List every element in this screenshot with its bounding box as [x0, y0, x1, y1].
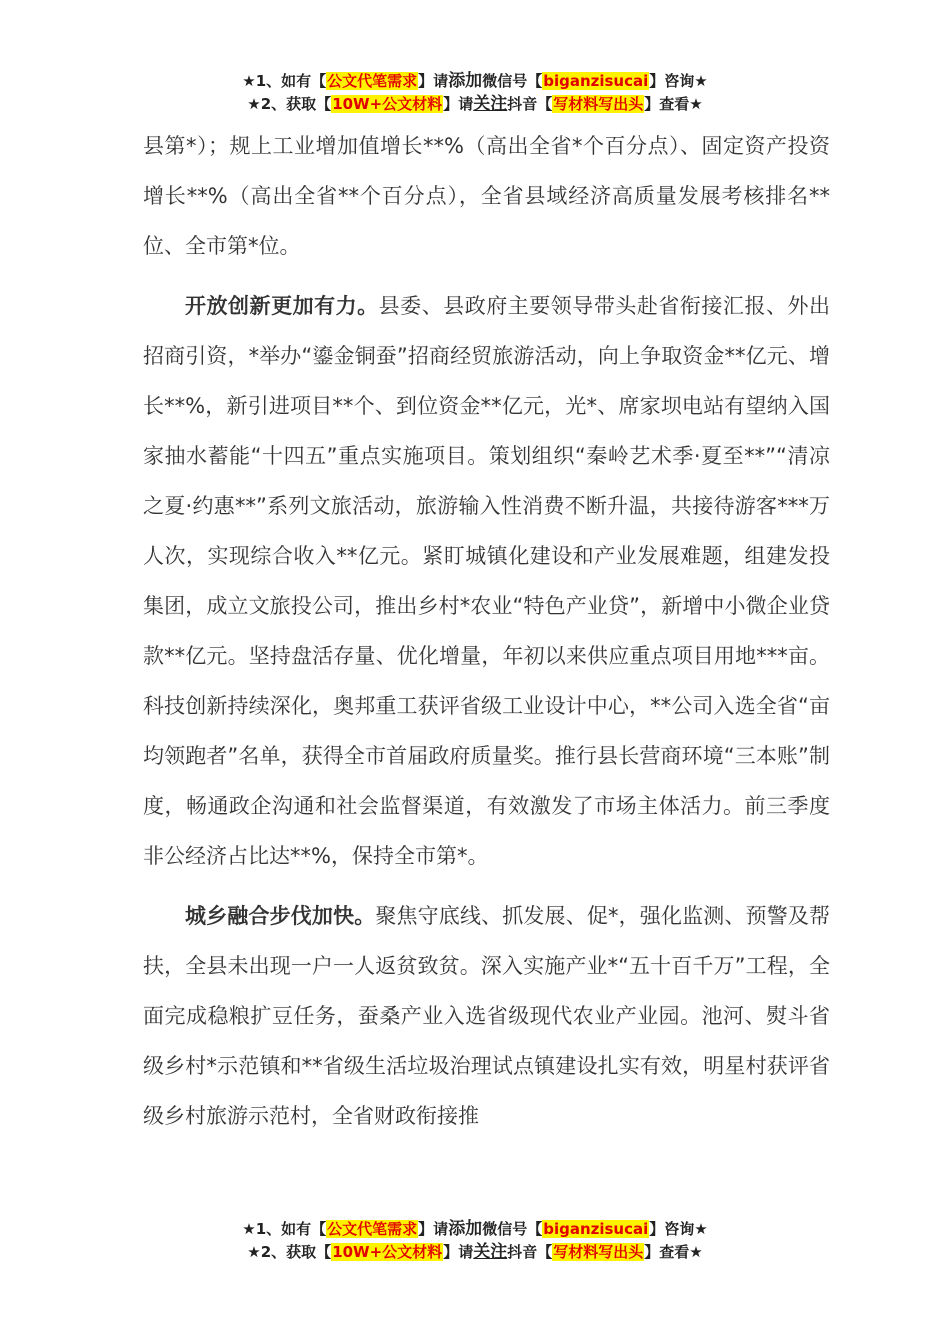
- promo-douyin-id: 写材料写出头: [553, 1243, 644, 1261]
- promo-text: 】查看★: [644, 1243, 703, 1261]
- promo-emphasis: 关注: [473, 1242, 508, 1262]
- paragraph-text: 县委、县政府主要领导带头赴省衔接汇报、外出招商引资，*举办“鎏金铜蚕”招商经贸旅游活动，向上争取资金**亿元、增长**%，新引进项目**个、到位资金**亿元，光*、席家坝电站有望纳入国家抽水蓄能“十四五”重点实施项目。策划组织“秦岭艺术季·夏至**”“清凉之夏·约惠**”系列文旅活动，旅游输入性消费不断升温，共接待游客***万人次，实现综合收入**亿元。紧盯城镇化建设和产业发展难题，组建发投集团，成立文旅投公司，推出乡村*农业“特色产业贷”，新增中小微企业贷款**亿元。坚持盘活存量、优化增量，年初以来供应重点项目用地***亩。科技创新持续深化，奥邦重工获评省级工业设计中心，**公司入选全省“亩均领跑者”名单，获得全市首届政府质量奖。推行县长营商环境“三本账”制度，畅通政企沟通和社会监督渠道，有效激发了市场主体活力。前三季度非公经济占比达**%，保持全市第*。: [143, 294, 830, 868]
- promo-banner-bottom: [0, 1218, 950, 1264]
- promo-highlight: 公文代笔需求: [327, 72, 418, 90]
- promo-text: 】咨询★: [649, 72, 708, 90]
- promo-highlight: 10W+公文材料: [332, 1243, 443, 1261]
- promo-text: 抖音【: [507, 1243, 553, 1261]
- promo-text: ★1、如有【: [242, 72, 327, 90]
- paragraph-open-innovation: [143, 281, 830, 881]
- paragraph-text: 聚焦守底线、抓发展、促*，强化监测、预警及帮扶，全县未出现一户一人返贫致贫。深入实施产业*“五十百千万”工程，全面完成稳粮扩豆任务，蚕桑产业入选省级现代农业产业园。池河、熨斗省级乡村*示范镇和**省级生活垃圾治理试点镇建设扎实有效，明星村获评省级乡村旅游示范村，全省财政衔接推: [143, 904, 831, 1128]
- promo-line-1: [0, 70, 950, 93]
- promo-text: 微信号【: [482, 72, 543, 90]
- promo-line-2: [0, 93, 950, 116]
- promo-text: ★1、如有【: [242, 1220, 327, 1238]
- promo-wechat-id: biganzisucai: [543, 72, 649, 90]
- promo-text: ★2、获取【: [247, 95, 332, 113]
- promo-text: 】请: [443, 1243, 474, 1261]
- promo-text: 】请: [418, 72, 449, 90]
- promo-text: 】请: [443, 95, 474, 113]
- document-body: [143, 121, 830, 1141]
- promo-text: 微信号【: [482, 1220, 543, 1238]
- promo-text: ★2、获取【: [247, 1243, 332, 1261]
- promo-line-2: [0, 1241, 950, 1264]
- promo-text: 】请: [418, 1220, 449, 1238]
- promo-text: 】咨询★: [649, 1220, 708, 1238]
- paragraph-urban-rural: [143, 891, 830, 1141]
- promo-wechat-id: biganzisucai: [543, 1220, 649, 1238]
- promo-text: 】查看★: [644, 95, 703, 113]
- promo-text: 抖音【: [507, 95, 553, 113]
- paragraph-heading: 城乡融合步伐加快。: [185, 904, 376, 928]
- promo-highlight: 公文代笔需求: [327, 1220, 418, 1238]
- promo-line-1: [0, 1218, 950, 1241]
- promo-emphasis: 添加: [448, 71, 483, 91]
- promo-highlight: 10W+公文材料: [332, 95, 443, 113]
- paragraph-heading: 开放创新更加有力。: [185, 294, 379, 318]
- promo-emphasis: 关注: [473, 94, 508, 114]
- promo-douyin-id: 写材料写出头: [553, 95, 644, 113]
- continuation-paragraph: 县第*）；规上工业增加值增长**%（高出全省*个百分点）、固定资产投资增长**%（高出全省**个百分点），全省县域经济高质量发展考核排名**位、全市第*位。: [143, 134, 830, 258]
- promo-emphasis: 添加: [448, 1219, 483, 1239]
- promo-banner-top: [0, 70, 950, 116]
